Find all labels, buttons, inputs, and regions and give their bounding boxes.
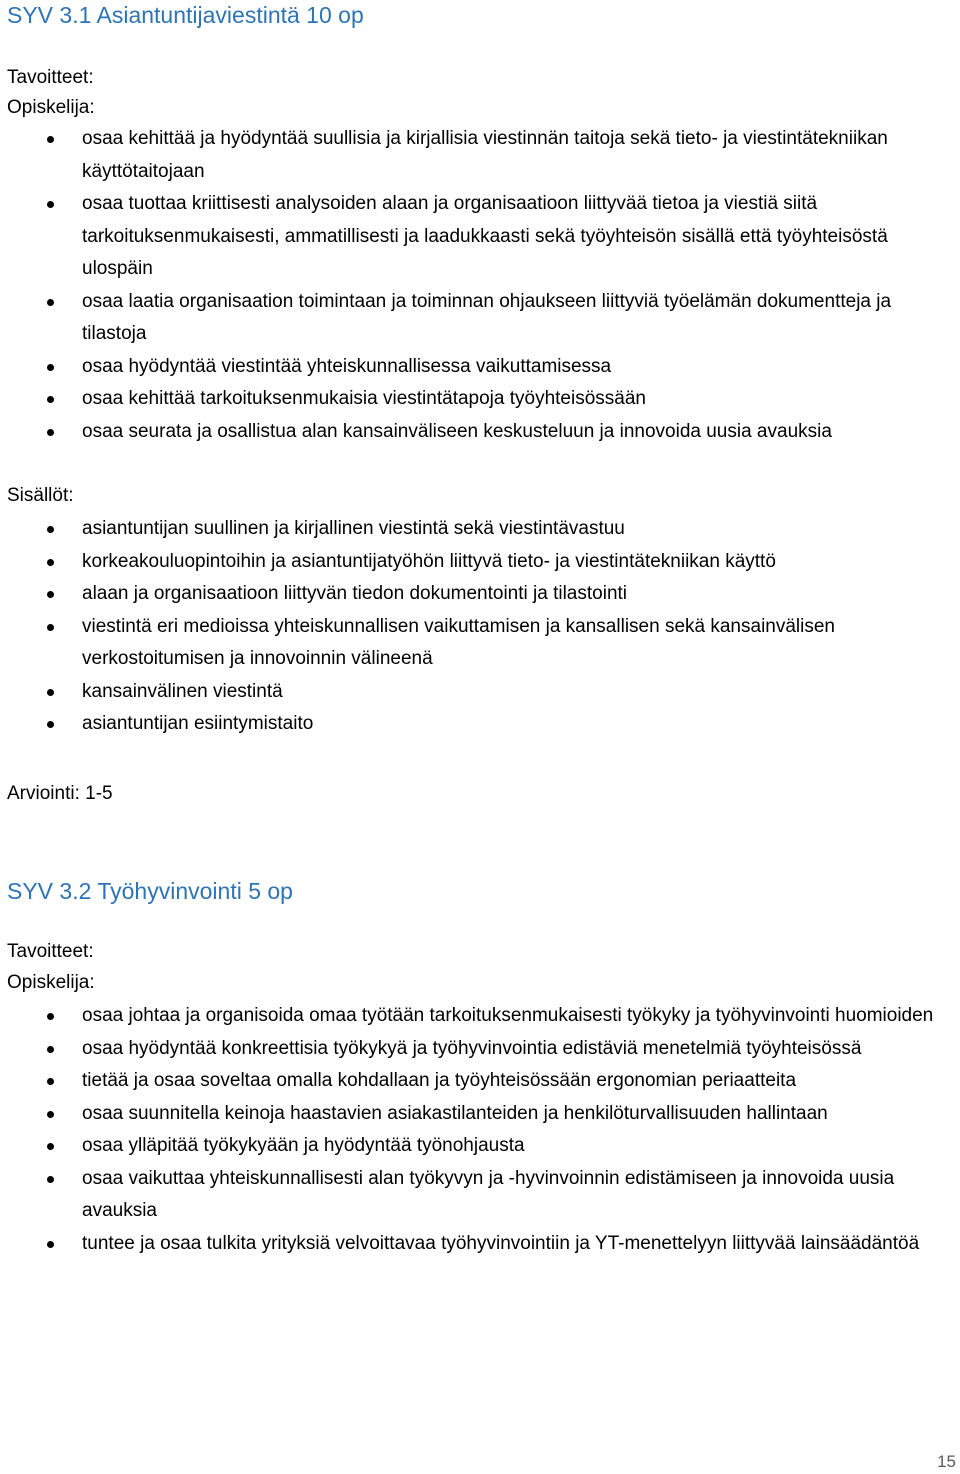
student-label: Opiskelija:	[7, 972, 95, 993]
goals-label: Tavoitteet:	[7, 941, 94, 962]
list-item: korkeakouluopintoihin ja asiantuntijatyöhön liittyvä tieto- ja viestintätekniikan käyttö	[0, 546, 960, 579]
bullet-icon	[47, 136, 54, 143]
list-item: asiantuntijan suullinen ja kirjallinen viestintä sekä viestintävastuu	[0, 513, 960, 546]
bullet-icon	[47, 429, 54, 436]
goals-list	[0, 123, 960, 448]
list-item: osaa kehittää tarkoituksenmukaisia viestintätapoja työyhteisössään	[0, 383, 960, 416]
bullet-icon	[47, 1013, 54, 1020]
list-item: osaa hyödyntää viestintää yhteiskunnallisessa vaikuttamisessa	[0, 351, 960, 384]
list-item: tuntee ja osaa tulkita yrityksiä velvoittavaa työhyvinvointiin ja YT-menettelyyn liittyvää lainsäädäntöä	[0, 1228, 960, 1261]
list-item: viestintä eri medioissa yhteiskunnallisen vaikuttamisen ja kansallisen sekä kansainvälisen verkostoitumisen ja innovoinnin välineenä	[0, 611, 960, 676]
bullet-icon	[47, 559, 54, 566]
list-item: osaa tuottaa kriittisesti analysoiden alaan ja organisaatioon liittyvää tietoa ja viestiä siitä tarkoituksenmukaisesti, ammatillisesti ja laadukkaasti sekä työyhteisön sisällä että työyhteisöstä ulospäin	[0, 188, 960, 286]
goals-label: Tavoitteet:	[7, 67, 94, 88]
bullet-icon	[47, 396, 54, 403]
goals-list-2	[0, 1000, 960, 1260]
list-item: osaa ylläpitää työkykyään ja hyödyntää työnohjausta	[0, 1130, 960, 1163]
bullet-icon	[47, 689, 54, 696]
bullet-icon	[47, 721, 54, 728]
section-heading-syv-3-1: SYV 3.1 Asiantuntijaviestintä 10 op	[7, 2, 364, 28]
bullet-icon	[47, 1176, 54, 1183]
list-item: osaa vaikuttaa yhteiskunnallisesti alan työkyvyn ja -hyvinvoinnin edistämiseen ja innovoida uusia avauksia	[0, 1163, 960, 1228]
section-heading-syv-3-2: SYV 3.2 Työhyvinvointi 5 op	[7, 878, 293, 904]
list-item: tietää ja osaa soveltaa omalla kohdallaan ja työyhteisössään ergonomian periaatteita	[0, 1065, 960, 1098]
bullet-icon	[47, 526, 54, 533]
bullet-icon	[47, 1143, 54, 1150]
bullet-icon	[47, 1046, 54, 1053]
contents-label: Sisällöt:	[7, 485, 74, 506]
student-label: Opiskelija:	[7, 97, 95, 118]
bullet-icon	[47, 1078, 54, 1085]
page-number: 15	[937, 1452, 956, 1471]
contents-list	[0, 513, 960, 741]
list-item: asiantuntijan esiintymistaito	[0, 708, 960, 741]
list-item: osaa johtaa ja organisoida omaa työtään tarkoituksenmukaisesti työkyky ja työhyvinvointi huomioiden	[0, 1000, 960, 1033]
bullet-icon	[47, 1241, 54, 1248]
bullet-icon	[47, 299, 54, 306]
bullet-icon	[47, 201, 54, 208]
bullet-icon	[47, 364, 54, 371]
bullet-icon	[47, 1111, 54, 1118]
list-item: osaa laatia organisaation toimintaan ja toiminnan ohjaukseen liittyviä työelämän dokumentteja ja tilastoja	[0, 286, 960, 351]
list-item: osaa kehittää ja hyödyntää suullisia ja kirjallisia viestinnän taitoja sekä tieto- ja viestintätekniikan käyttötaitojaan	[0, 123, 960, 188]
bullet-icon	[47, 591, 54, 598]
list-item: alaan ja organisaatioon liittyvän tiedon dokumentointi ja tilastointi	[0, 578, 960, 611]
list-item: kansainvälinen viestintä	[0, 676, 960, 709]
assessment-label: Arviointi: 1-5	[7, 783, 113, 804]
list-item: osaa suunnitella keinoja haastavien asiakastilanteiden ja henkilöturvallisuuden hallintaan	[0, 1098, 960, 1131]
list-item: osaa hyödyntää konkreettisia työkykyä ja työhyvinvointia edistäviä menetelmiä työyhteisössä	[0, 1033, 960, 1066]
list-item: osaa seurata ja osallistua alan kansainväliseen keskusteluun ja innovoida uusia avauksia	[0, 416, 960, 449]
bullet-icon	[47, 624, 54, 631]
